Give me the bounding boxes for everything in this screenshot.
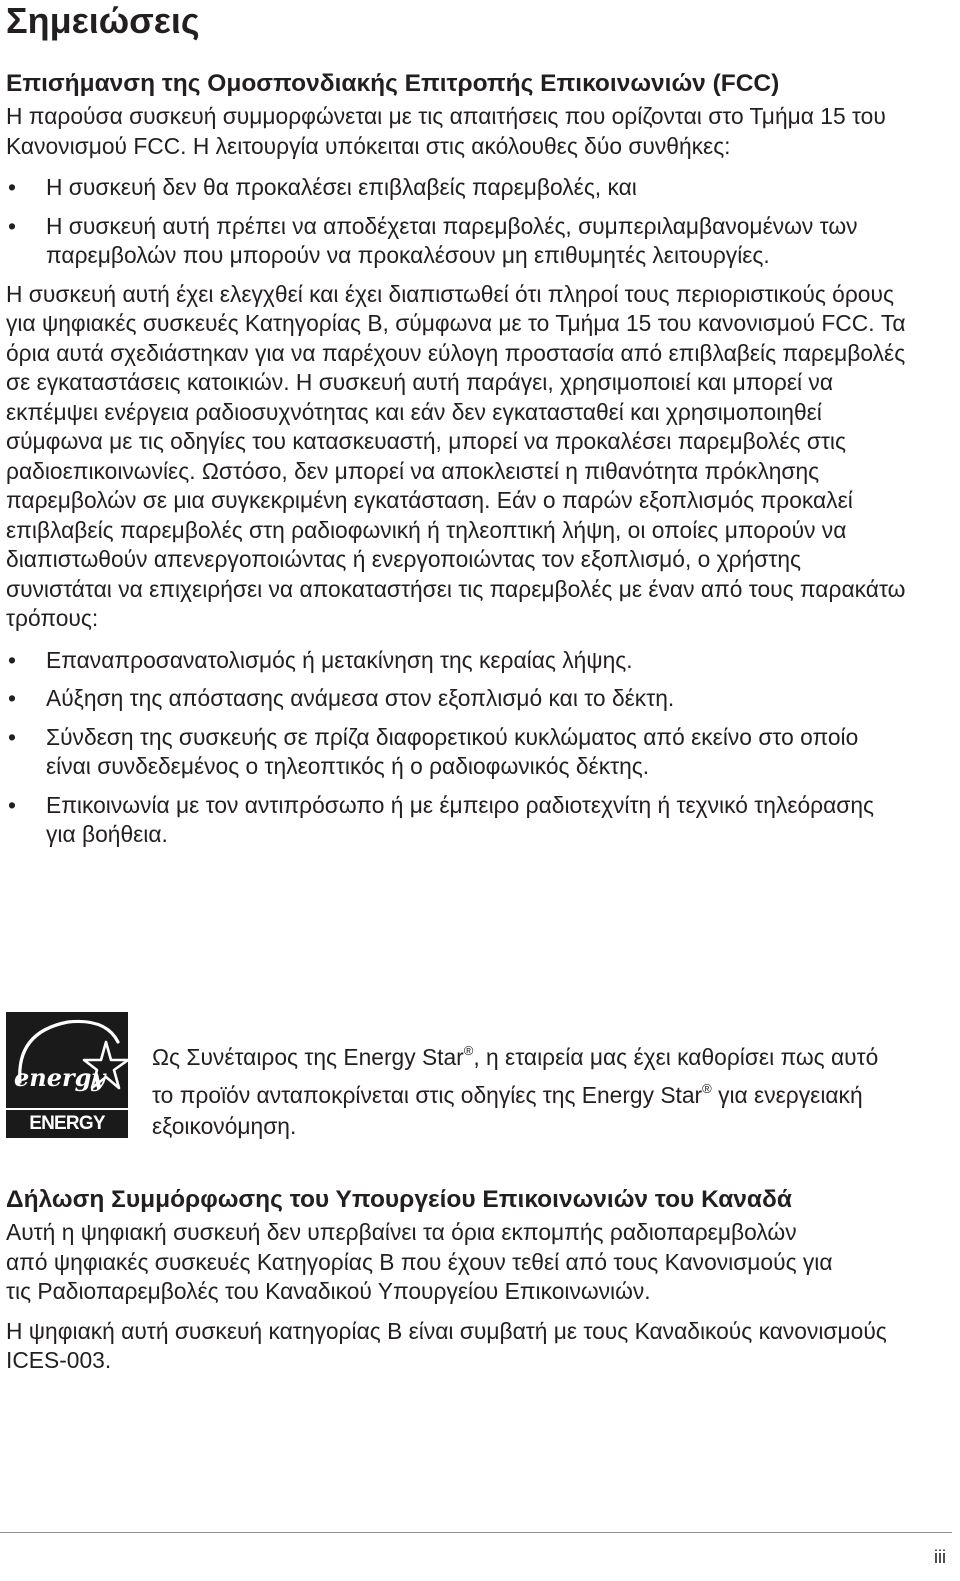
list-item	[6, 791, 906, 850]
list-item-text: Η συσκευή αυτή πρέπει να αποδέχεται παρεμβολές, συμπεριλαμβανομένων των παρεμβολών που μπορούν να προκαλέσουν μη επιθυμητές λειτουργίες.	[46, 212, 858, 268]
energy-star-logo-label: ENERGY STAR	[6, 1108, 128, 1138]
canada-para-1: Αυτή η ψηφιακή συσκευή δεν υπερβαίνει τα όρια εκπομπής ραδιοπαρεμβολών από ψηφιακές συσκευές Κατηγορίας Β που έχουν τεθεί από τους Κανονισμούς για τις Ραδιοπαρεμβολές του Καναδικού Υπουργείου Επικοινωνιών.	[6, 1219, 833, 1304]
list-item	[6, 173, 906, 203]
list-item	[6, 723, 906, 782]
list-item-text: Επικοινωνία με τον αντιπρόσωπο ή με έμπειρο ραδιοτεχνίτη ή τεχνικό τηλεόρασης για βοήθεια.	[46, 791, 875, 847]
list-item	[6, 212, 906, 271]
page-number: iii	[934, 1547, 946, 1567]
registered-mark: ®	[463, 1042, 474, 1058]
bullet-icon: •	[8, 791, 16, 818]
fcc-section	[6, 66, 906, 859]
fcc-measures-list	[6, 646, 906, 850]
energy-star-logo	[6, 1012, 128, 1162]
energy-star-text	[152, 1035, 902, 1142]
list-item	[6, 684, 906, 714]
energy-script-text: energy	[14, 1063, 106, 1092]
canada-para-2: Η ψηφιακή αυτή συσκευή κατηγορίας Β είναι συμβατή με τους Καναδικούς κανονισμούς ICES-003.	[6, 1317, 887, 1373]
list-item-text: Η συσκευή δεν θα προκαλέσει επιβλαβείς παρεμβολές, και	[46, 174, 637, 200]
footer-divider	[0, 1532, 952, 1533]
bullet-icon: •	[8, 685, 16, 711]
bullet-icon: •	[8, 646, 16, 673]
energy-star-text-3: για ενεργειακή εξοικονόμηση.	[152, 1081, 863, 1139]
list-item-text: Σύνδεση της συσκευής σε πρίζα διαφορετικού κυκλώματος από εκείνο στο οποίο είναι συνδεδεμένος ο τηλεοπτικός ή ο ραδιοφωνικός δέκτης.	[46, 723, 859, 779]
canada-section	[6, 1182, 906, 1376]
energy-star-icon	[6, 1012, 128, 1110]
list-item-text: Επαναπροσανατολισμός ή μετακίνηση της κεραίας λήψης.	[46, 646, 633, 673]
registered-mark: ®	[702, 1080, 712, 1096]
list-item-text: Αύξηση της απόστασης ανάμεσα στον εξοπλισμό και το δέκτη.	[46, 685, 675, 711]
list-item	[6, 646, 906, 676]
energy-star-text-1: Ως Συνέταιρος της Energy Star	[152, 1043, 464, 1070]
energy-star-section	[6, 1012, 906, 1162]
fcc-conditions-list	[6, 173, 906, 271]
fcc-body: Η συσκευή αυτή έχει ελεγχθεί και έχει διαπιστωθεί ότι πληροί τους περιοριστικούς όρους για ψηφιακές συσκευές Κατηγορίας Β, σύμφωνα με το Τμήμα 15 του κανονισμού FCC. Τα όρια αυτά σχεδιάστηκαν για να παρέχουν εύλογη προστασία από επιβλαβείς παρεμβολές σε εγκαταστάσεις κατοικιών. Η συσκευή αυτή παράγει, χρησιμοποιεί και μπορεί να εκπέμψει ενέργεια ραδιοσυχνότητας και εάν δεν εγκατασταθεί και χρησιμοποιηθεί σύμφωνα με τις οδηγίες του κατασκευαστή, μπορεί να προκαλέσει παρεμβολές στις ραδιοεπικοινωνίες. Ωστόσο, δεν μπορεί να αποκλειστεί η πιθανότητα πρόκλησης παρεμβολών σε μια συγκεκριμένη εγκατάσταση. Εάν ο παρών εξοπλισμός προκαλεί επιβλαβείς παρεμβολές στη ραδιοφωνική ή τηλεοπτική λήψη, οι οποίες μπορούν να διαπιστωθούν απενεργοποιώντας ή ενεργοποιώντας τον εξοπλισμό, ο χρήστης συνιστάται να επιχειρήσει να αποκαταστήσει τις παρεμβολές με έναν από τους παρακάτω τρόπους:	[6, 280, 906, 631]
bullet-icon: •	[8, 723, 16, 750]
energy-star-text-2: , η εταιρεία μας έχει καθορίσει πως αυτό το προϊόν ανταποκρίνεται στις οδηγίες της Energy Star	[152, 1043, 879, 1108]
page-title: Σημειώσεις	[6, 0, 200, 41]
fcc-heading: Επισήμανση της Ομοσπονδιακής Επιτροπής Επικοινωνιών (FCC)	[6, 70, 780, 97]
bullet-icon: •	[8, 212, 16, 239]
canada-heading: Δήλωση Συμμόρφωσης του Υπουργείου Επικοινωνιών του Καναδά	[6, 1186, 792, 1213]
fcc-intro: Η παρούσα συσκευή συμμορφώνεται με τις απαιτήσεις που ορίζονται στο Τμήμα 15 του Κανονισμού FCC. Η λειτουργία υπόκειται στις ακόλουθες δύο συνθήκες:	[6, 103, 886, 159]
bullet-icon: •	[8, 174, 16, 200]
